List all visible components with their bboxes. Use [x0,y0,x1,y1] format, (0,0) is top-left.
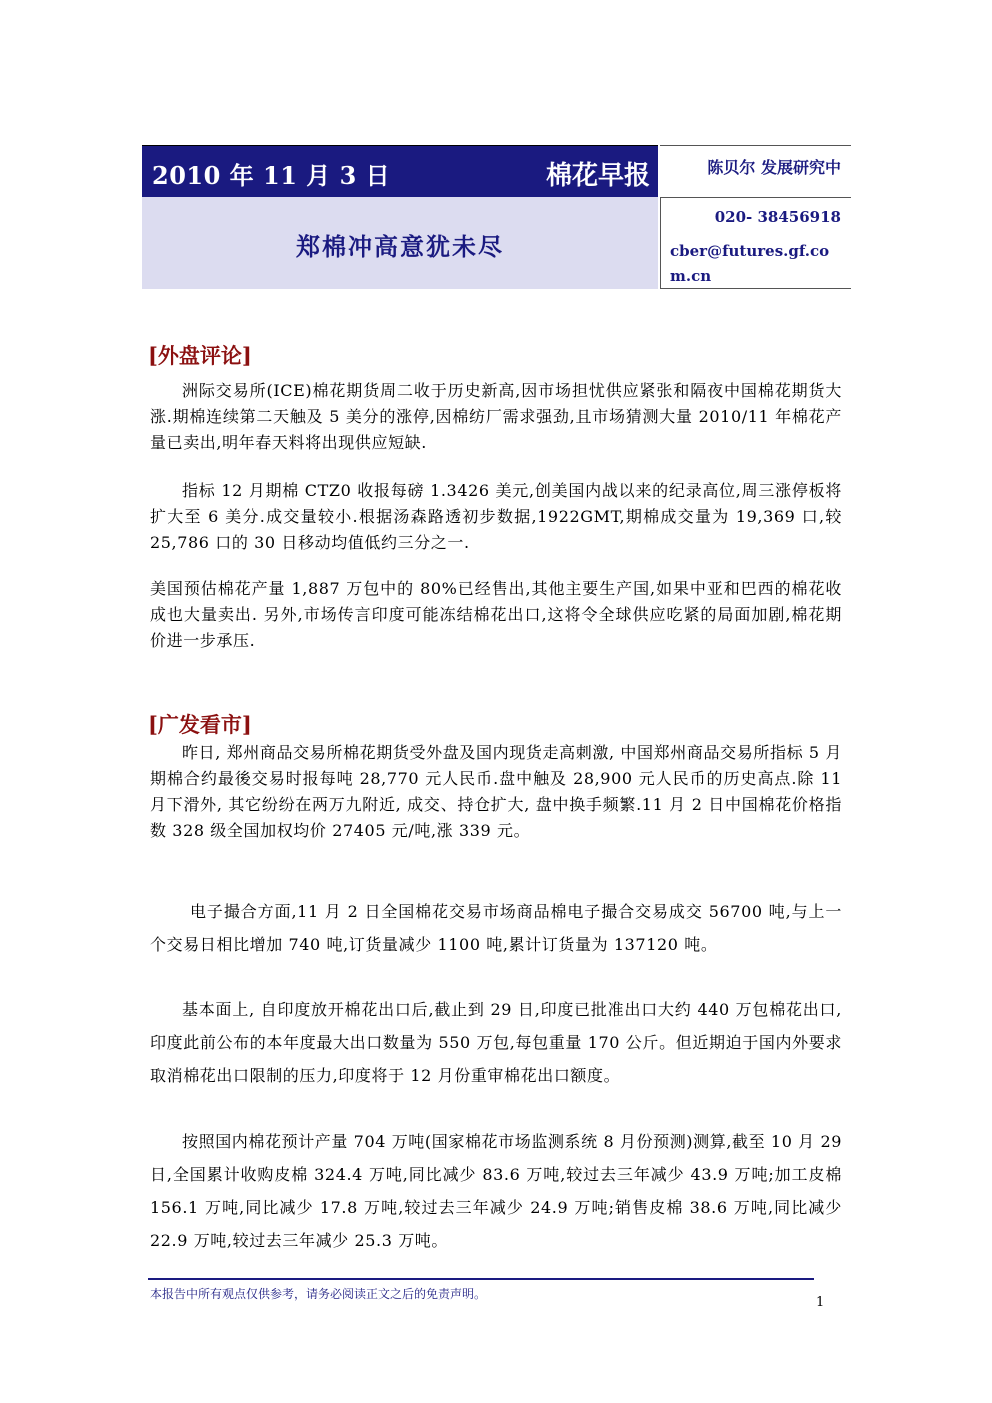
contact-phone: 020- 38456918 [714,208,841,226]
paragraph: 昨日, 郑州商品交易所棉花期货受外盘及国内现货走高刺激, 中国郑州商品交易所指标 5 月期棉合约最後交易时报每吨 28,770 元人民币.盘中触及 28,900 元人民币的历史高点.除 11 月下滑外, 其它纷纷在两万九附近, 成交、持仓扩大, 盘中换手频繁.11 月 2 日中国棉花价格指数 328 级全国加权均价 27405 元/吨,涨 339 元。 [150,743,842,840]
paragraph: 按照国内棉花预计产量 704 万吨(国家棉花市场监测系统 8 月份预测)测算,截至 10 月 29 日,全国累计收购皮棉 324.4 万吨,同比减少 83.6 万吨,较过去三年减少 43.9 万吨;加工皮棉 156.1 万吨,同比减少 17.8 万吨,较过去三年减少 24.9 万吨;销售皮棉 38.6 万吨,同比减少 22.9 万吨,较过去三年减少 25.3 万吨。 [150,1132,843,1250]
report-name: 棉花早报 [545,161,650,191]
paragraph: 基本面上, 自印度放开棉花出口后,截止到 29 日,印度已批准出口大约 440 万包棉花出口,印度此前公布的本年度最大出口数量为 550 万包,每包重量 170 公斤。但近期迫于国内外要求取消棉花出口限制的压力,印度将于 12 月份重审棉花出口额度。 [150,1000,842,1085]
page-number: 1 [816,1295,825,1310]
header-date-bar [142,145,658,197]
section-title-foreign-market: [外盘评论] [148,343,252,368]
paragraph: 美国预估棉花产量 1,887 万包中的 80%已经售出,其他主要生产国,如果中亚和巴西的棉花收成也大量卖出. 另外,市场传言印度可能冻结棉花出口,这将令全球供应吃紧的局面加剧,棉花期价进一步承压. [150,579,842,650]
paragraph: 洲际交易所(ICE)棉花期货周二收于历史新高,因市场担忧供应紧张和隔夜中国棉花期货大涨.期棉连续第二天触及 5 美分的涨停,因棉纺厂需求强劲,且市场猜测大量 2010/11 年棉花产量已卖出,明年春天料将出现供应短缺. [150,381,842,452]
report-headline: 郑棉冲高意犹未尽 [296,232,504,261]
report-date: 2010 年 11 月 3 日 [152,161,391,190]
contact-box [660,145,851,289]
header-headline-bar [142,197,658,289]
section-title-gf-view: [广发看市] [148,712,252,737]
contact-divider-left [660,197,661,289]
footer-disclaimer: 本报告中所有观点仅供参考，请务必阅读正文之后的免责声明。 [150,1287,487,1301]
footer-divider [148,1278,814,1280]
department-name: 陈贝尔 发展研究中 [707,158,841,177]
contact-email[interactable]: cber@futures.gf.com.cn [670,242,830,285]
contact-divider-bottom [660,288,851,289]
contact-divider-top [660,145,851,146]
contact-divider-mid [660,197,851,198]
paragraph: 指标 12 月期棉 CTZ0 收报每磅 1.3426 美元,创美国内战以来的纪录高位,周三涨停板将扩大至 6 美分.成交量较小.根据汤森路透初步数据,1922GMT,期棉成交量为 19,369 口,较 25,786 口的 30 日移动均值低约三分之一. [150,481,842,552]
paragraph: 电子撮合方面,11 月 2 日全国棉花交易市场商品棉电子撮合交易成交 56700 吨,与上一个交易日相比增加 740 吨,订货量减少 1100 吨,累计订货量为 137120 吨。 [150,902,842,954]
